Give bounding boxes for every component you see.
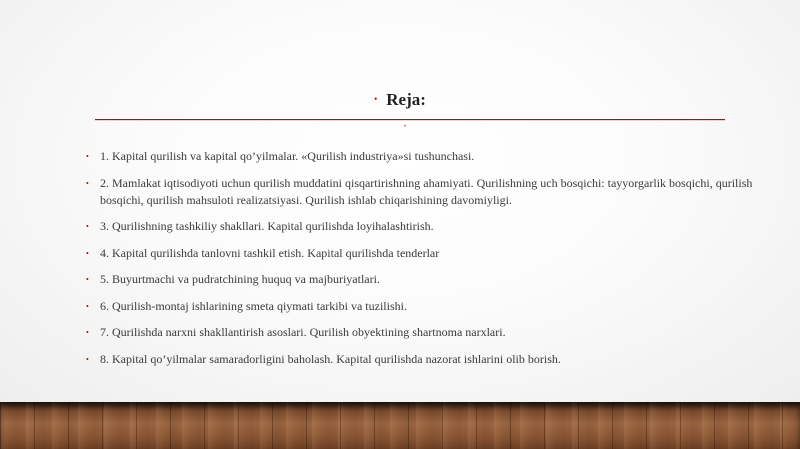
title-divider bbox=[95, 119, 725, 120]
plan-item-text: 8. Kapital qo’yilmalar samaradorligini baholash. Kapital qurilishda nazorat ishlarini olib borish. bbox=[100, 351, 561, 366]
plan-item bbox=[86, 218, 766, 235]
slide-title: Reja: bbox=[386, 90, 426, 109]
plan-item bbox=[86, 351, 766, 368]
bullet-icon: • bbox=[86, 354, 89, 364]
wooden-floor-image bbox=[0, 402, 800, 449]
plan-item-text: 7. Qurilishda narxni shakllantirish asoslari. Qurilish obyektining shartnoma narxlari. bbox=[100, 325, 506, 339]
plan-item bbox=[86, 148, 766, 165]
plan-item bbox=[86, 175, 766, 209]
bullet-icon: • bbox=[86, 328, 89, 337]
plan-list bbox=[86, 148, 766, 377]
bullet-icon: • bbox=[86, 152, 89, 161]
bullet-icon: • bbox=[86, 301, 89, 311]
plan-item-text: 6. Qurilish-montaj ishlarining smeta qiymati tarkibi va tuzilishi. bbox=[100, 298, 407, 313]
bullet-icon: • bbox=[86, 178, 89, 188]
plan-item bbox=[86, 245, 766, 262]
plan-item-text: 5. Buyurtmachi va pudratchining huquq va majburiyatlari. bbox=[100, 272, 380, 286]
plan-item-text: 3. Qurilishning tashkiliy shakllari. Kapital qurilishda loyihalashtirish. bbox=[100, 219, 434, 233]
plan-item-text: 2. Mamlakat iqtisodiyoti uchun qurilish muddatini qisqartirishning ahamiyati. Qurilishning uch bosqichi: tayyorgarlik bosqichi, qurilish bosqichi, qurilish mahsuloti realizatsiyasi. Qurilish ishlab chiqarishining davomiyligi. bbox=[100, 175, 753, 207]
plan-item bbox=[86, 271, 766, 288]
plan-item bbox=[86, 298, 766, 315]
plan-item bbox=[86, 324, 766, 341]
bullet-icon: • bbox=[86, 275, 89, 284]
bullet-icon: • bbox=[86, 222, 89, 231]
title-bullet-icon: • bbox=[374, 94, 378, 105]
plan-item-text: 4. Kapital qurilishda tanlovni tashkil etish. Kapital qurilishda tenderlar bbox=[100, 245, 440, 260]
empty-bullet-icon: • bbox=[404, 124, 407, 130]
plan-item-text: 1. Kapital qurilish va kapital qo’yilmalar. «Qurilish industriya»si tushunchasi. bbox=[100, 149, 475, 163]
title-row bbox=[0, 90, 800, 110]
bullet-icon: • bbox=[86, 248, 89, 258]
